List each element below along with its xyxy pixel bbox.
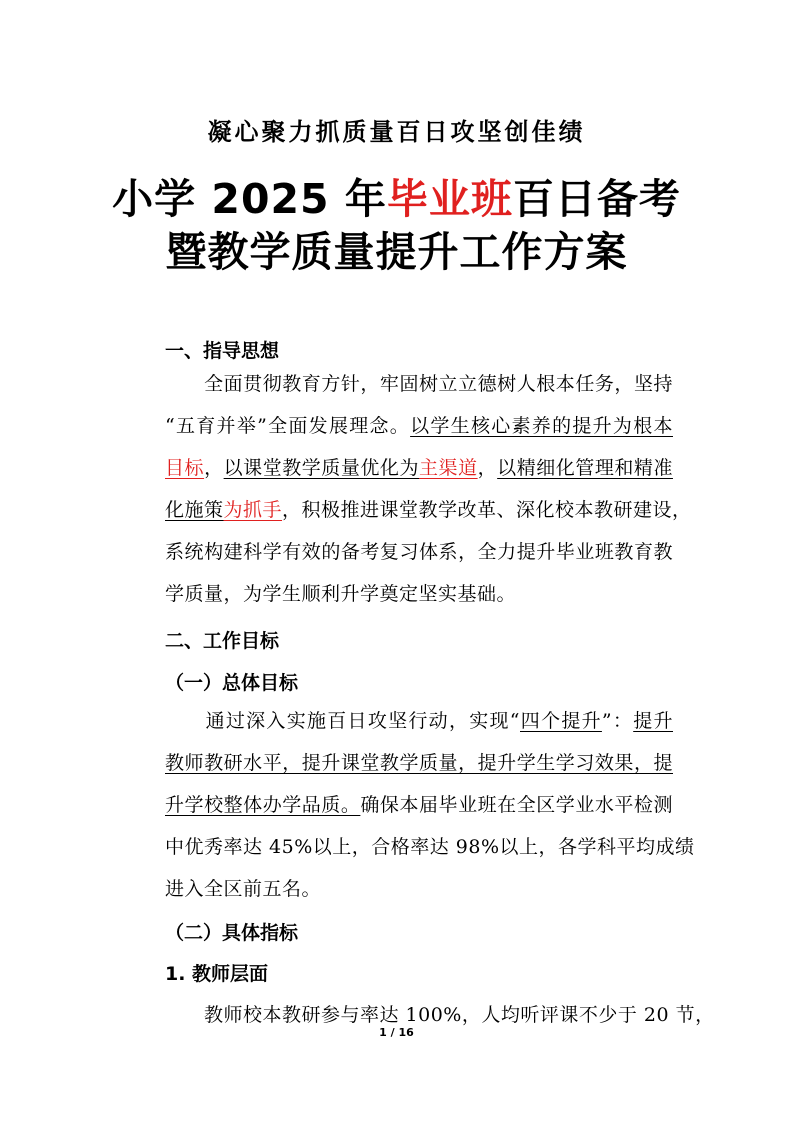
text-line bbox=[165, 495, 692, 525]
text-span: ， bbox=[204, 457, 224, 479]
text-line bbox=[165, 874, 673, 904]
text-span: ， bbox=[477, 457, 498, 479]
text-line bbox=[165, 579, 673, 609]
title-post: 百日备考 bbox=[512, 175, 681, 223]
text-span: “五育并举”全面发展理念。 bbox=[165, 415, 411, 437]
text-span: 进入全区前五名。 bbox=[165, 878, 322, 900]
red-underlined-text: 主渠道 bbox=[419, 457, 478, 479]
text-span: 通过深入实施百日攻坚行动，实现“ bbox=[165, 710, 520, 732]
text-span: 确保本届毕业班在全区学业水平检测 bbox=[360, 794, 673, 816]
title-highlight: 毕业班 bbox=[386, 175, 513, 223]
section-heading: 一、指导思想 bbox=[165, 340, 280, 362]
text-span: 学质量，为学生顺利升学奠定坚实基础。 bbox=[165, 583, 517, 605]
text-line bbox=[165, 832, 695, 862]
text-span: 中优秀率达 45%以上，合格率达 98%以上，各学科平均成绩 bbox=[165, 836, 695, 858]
text-span: ，积极推进课堂教学改革、深化校本教研建设， bbox=[282, 499, 692, 521]
underlined-text: 教师教研水平，提升课堂教学质量，提升学生学习效果，提 bbox=[165, 752, 673, 774]
underlined-text: 四个提升 bbox=[520, 710, 602, 732]
text-line bbox=[165, 748, 673, 778]
title-pre: 小学 2025 年 bbox=[112, 175, 387, 223]
underlined-text: 以精细化管理和精准 bbox=[497, 457, 673, 479]
underlined-text: 化施策 bbox=[165, 499, 224, 521]
text-line bbox=[165, 706, 673, 736]
text-line bbox=[165, 369, 673, 399]
section-heading: 二、工作目标 bbox=[165, 630, 280, 652]
document-title-line2: 暨教学质量提升工作方案 bbox=[165, 228, 628, 276]
subsection-heading: （一）总体目标 bbox=[165, 672, 299, 694]
page-number: 1 / 16 bbox=[379, 1026, 414, 1039]
text-line bbox=[165, 411, 673, 441]
text-span: 系统构建科学有效的备考复习体系，全力提升毕业班教育教 bbox=[165, 541, 673, 563]
document-subtitle: 凝心聚力抓质量百日攻坚创佳绩 bbox=[207, 117, 586, 146]
text-line bbox=[165, 537, 673, 567]
underlined-text: 以学生核心素养的提升为根本 bbox=[410, 415, 673, 437]
text-line bbox=[165, 453, 673, 483]
underlined-text: 升学校整体办学品质。 bbox=[165, 794, 361, 816]
red-underlined-text: 为抓手 bbox=[223, 499, 283, 521]
item-heading: 1. 教师层面 bbox=[165, 963, 269, 985]
text-span: ”： bbox=[601, 710, 634, 732]
subsection-heading: （二）具体指标 bbox=[165, 922, 299, 944]
text-span: 全面贯彻教育方针，牢固树立立德树人根本任务，坚持 bbox=[165, 373, 673, 395]
text-line bbox=[165, 790, 673, 820]
underlined-text: 以课堂教学质量优化为 bbox=[223, 457, 419, 479]
underlined-text: 提升 bbox=[633, 710, 673, 732]
document-title-line1 bbox=[0, 166, 793, 225]
red-underlined-text: 目标 bbox=[165, 457, 205, 479]
text-span: 教师校本教研参与率达 100%，人均听评课不少于 20 节， bbox=[165, 1004, 715, 1026]
